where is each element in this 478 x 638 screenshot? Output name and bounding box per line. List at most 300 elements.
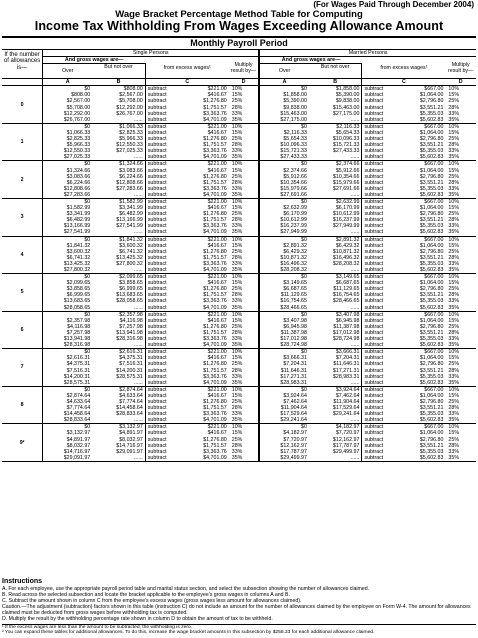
- married-not-over-cell: $9,838.00: [309, 98, 362, 104]
- married-subtract-amount: $5,355.03: [419, 411, 444, 418]
- single-subtract-label: subtract: [147, 274, 167, 281]
- married-rate-cell: 25%: [448, 98, 460, 105]
- single-subtract-amount: $3,363.76: [203, 448, 227, 455]
- single-not-over-cell: $12,808.66: [92, 180, 145, 186]
- married-not-over-cell: $6,687.65: [309, 280, 362, 286]
- single-subtract-amount: $416.67: [207, 280, 227, 287]
- married-not-over-cell: ......: [309, 305, 362, 312]
- single-not-over-cell: $14,716.97: [92, 443, 145, 449]
- single-over-cell: $14,458.64: [63, 411, 91, 418]
- married-rate-cell: 35%: [445, 305, 476, 312]
- single-not-over-header: But not over: [92, 64, 145, 79]
- married-over-cell: $5,654.33: [283, 136, 307, 143]
- married-multiply-header: Multiply result by—: [448, 61, 474, 74]
- married-not-over-cell: ......: [309, 267, 362, 274]
- single-subtract-label: subtract: [147, 424, 167, 431]
- single-subtract-amount: $1,276.80: [203, 211, 227, 218]
- married-over-cell: $0: [301, 424, 307, 431]
- married-subtract-label: subtract: [364, 448, 384, 455]
- married-not-over-cell: $4,182.97: [309, 424, 362, 431]
- married-wages-group: And gross wages are—: [259, 57, 362, 64]
- married-not-over-cell: $3,407.98: [309, 311, 362, 318]
- single-rate-cell: 33%: [229, 261, 260, 267]
- married-over-cell: $17,529.64: [280, 411, 307, 418]
- married-subtract-label: subtract: [364, 98, 384, 105]
- single-subtract-amount: $221.00: [207, 274, 227, 281]
- married-over-cell: $7,204.31: [283, 361, 307, 368]
- single-rate-cell: 15%: [229, 393, 260, 399]
- married-over-cell: $3,666.31: [283, 355, 307, 362]
- married-rate-cell: 10%: [448, 274, 460, 281]
- single-rate-cell: 25%: [229, 174, 260, 180]
- married-subtract-label: subtract: [364, 142, 384, 149]
- table-row: [2, 229, 476, 236]
- single-over-cell: $14,716.97: [63, 448, 91, 455]
- married-subtract-amount: $667.00: [424, 424, 444, 431]
- single-subtract-label: subtract: [147, 185, 167, 192]
- married-rate-cell: 15%: [448, 430, 460, 437]
- married-subtract-label: subtract: [364, 205, 384, 212]
- single-subtract-label: subtract: [147, 198, 167, 205]
- single-wages-group: And gross wages are—: [43, 57, 146, 64]
- single-over-cell: $2,874.64: [66, 392, 91, 399]
- married-over-cell: $0: [301, 349, 307, 356]
- married-not-over-cell: $7,462.64: [309, 393, 362, 399]
- single-rate-cell: 25%: [229, 211, 260, 217]
- single-rate-cell: 25%: [229, 437, 260, 443]
- single-rate-cell: 15%: [229, 168, 260, 174]
- single-rate-cell: 33%: [229, 111, 260, 117]
- single-subtract-label: subtract: [145, 229, 179, 236]
- single-subtract-label: subtract: [147, 373, 167, 380]
- married-subtract-amount: $1,064.00: [419, 355, 444, 362]
- single-over-cell: $13,683.65: [63, 298, 91, 305]
- married-rate-cell: 28%: [448, 142, 460, 149]
- married-subtract-label: subtract: [364, 298, 384, 305]
- single-subtract-amount: $1,751.57: [203, 292, 227, 299]
- single-not-over-cell: ......: [92, 117, 145, 124]
- single-over-cell: $1,841.32: [66, 242, 91, 249]
- married-rate-cell: 10%: [448, 311, 460, 318]
- married-subtract-label: subtract: [362, 267, 396, 274]
- single-subtract-amount: $3,363.76: [203, 260, 227, 267]
- married-rate-cell: 28%: [448, 442, 460, 449]
- allowance-count: 3: [2, 198, 43, 236]
- married-subtract-amount: $5,602.83: [396, 229, 446, 236]
- married-over-cell: $3,924.64: [283, 392, 307, 399]
- single-rate-cell: 25%: [229, 98, 260, 104]
- single-subtract-label: subtract: [147, 86, 167, 93]
- married-subtract-amount: $667.00: [424, 386, 444, 393]
- married-not-over-cell: ......: [309, 455, 362, 462]
- single-rate-cell: 15%: [229, 318, 260, 324]
- married-subtract-amount: $3,551.21: [419, 254, 444, 261]
- married-over-cell: $27,949.99: [259, 229, 309, 236]
- single-rate-cell: 15%: [229, 130, 260, 136]
- allowance-count: 4: [2, 236, 43, 274]
- married-subtract-amount: $5,602.83: [396, 117, 446, 124]
- married-over-cell: $28,466.65: [259, 305, 309, 312]
- married-not-over-cell: $10,354.66: [309, 174, 362, 180]
- single-not-over-cell: $3,600.32: [92, 243, 145, 249]
- single-subtract-amount: $1,751.57: [203, 329, 227, 336]
- married-over-cell: $3,149.65: [283, 280, 307, 287]
- married-subtract-amount: $1,064.00: [419, 392, 444, 399]
- single-rate-cell: 25%: [229, 136, 260, 142]
- single-over-cell: $2,099.65: [66, 280, 91, 287]
- married-subtract-label: subtract: [364, 436, 384, 443]
- single-subtract-label: subtract: [145, 117, 179, 124]
- married-subtract-label: subtract: [364, 392, 384, 399]
- table-row: [2, 386, 476, 393]
- married-subtract-label: subtract: [364, 430, 384, 437]
- single-not-over-cell: $12,550.33: [92, 142, 145, 148]
- table-row: [2, 192, 476, 199]
- single-rate-cell: 28%: [229, 217, 260, 223]
- single-subtract-amount: $1,276.80: [203, 248, 227, 255]
- single-not-over-cell: $8,032.97: [92, 437, 145, 443]
- married-not-over-header: But not over: [309, 64, 362, 79]
- single-subtract-label: subtract: [147, 260, 167, 267]
- single-subtract-label: subtract: [147, 336, 167, 343]
- single-subtract-label: subtract: [147, 317, 167, 324]
- single-not-over-cell: ......: [92, 154, 145, 161]
- married-subtract-amount: $2,796.80: [419, 398, 444, 405]
- single-subtract-amount: $1,751.57: [203, 367, 227, 374]
- married-subtract-label: subtract: [364, 223, 384, 230]
- married-subtract-amount: $2,796.80: [419, 286, 444, 293]
- single-rate-cell: 35%: [229, 305, 260, 312]
- single-subtract-amount: $4,701.09: [179, 417, 229, 424]
- single-subtract-amount: $416.67: [207, 355, 227, 362]
- single-not-over-cell: ......: [92, 380, 145, 387]
- single-subtract-amount: $4,701.09: [179, 380, 229, 387]
- single-subtract-label: subtract: [147, 110, 167, 117]
- single-rate-cell: 28%: [229, 443, 260, 449]
- married-over-cell: $2,891.32: [283, 242, 307, 249]
- married-subtract-amount: $3,551.21: [419, 405, 444, 412]
- table-row: [2, 86, 476, 93]
- single-over-cell: $1,066.33: [66, 129, 91, 136]
- married-subtract-amount: $667.00: [424, 349, 444, 356]
- married-subtract-amount: $5,355.03: [419, 185, 444, 192]
- married-not-over-cell: $15,979.66: [309, 180, 362, 186]
- single-over-cell: $8,032.97: [66, 442, 91, 449]
- single-subtract-label: subtract: [145, 305, 179, 312]
- single-rate-cell: 25%: [229, 324, 260, 330]
- married-subtract-amount: $5,355.03: [419, 223, 444, 230]
- married-subtract-label: subtract: [364, 292, 384, 299]
- married-subtract-label: subtract: [364, 129, 384, 136]
- married-rate-cell: 35%: [445, 417, 476, 424]
- single-not-over-cell: $14,200.31: [92, 368, 145, 374]
- married-subtract-amount: $3,551.21: [419, 442, 444, 449]
- married-subtract-amount: $667.00: [424, 161, 444, 168]
- single-subtract-label: subtract: [147, 280, 167, 287]
- married-rate-cell: 15%: [448, 317, 460, 324]
- married-subtract-label: subtract: [364, 349, 384, 356]
- single-not-over-cell: $27,541.99: [92, 223, 145, 229]
- married-rate-cell: 33%: [448, 373, 460, 380]
- single-over-cell: $6,741.32: [66, 254, 91, 261]
- married-subtract-amount: $1,064.00: [419, 430, 444, 437]
- instruction-a: A. For each employee, use the appropriate payroll period table and marital status section, and select the subsection showing the number of allowances claimed.: [2, 586, 370, 592]
- married-subtract-label: subtract: [364, 424, 384, 431]
- single-subtract-amount: $1,751.57: [203, 405, 227, 412]
- single-rate-cell: 33%: [229, 298, 260, 304]
- single-subtract-amount: $1,276.80: [203, 136, 227, 143]
- married-over-cell: $27,691.66: [259, 192, 309, 199]
- single-rate-cell: 28%: [229, 292, 260, 298]
- single-subtract-amount: $3,363.76: [203, 373, 227, 380]
- married-over-cell: $4,182.97: [283, 430, 307, 437]
- married-rate-cell: 28%: [448, 179, 460, 186]
- married-subtract-label: subtract: [362, 154, 396, 161]
- single-subtract-label: subtract: [147, 236, 167, 243]
- married-subtract-label: subtract: [362, 305, 396, 312]
- single-subtract-label: subtract: [147, 448, 167, 455]
- married-not-over-cell: $6,945.98: [309, 318, 362, 324]
- single-rate-cell: 28%: [229, 405, 260, 411]
- single-subtract-amount: $1,276.80: [203, 361, 227, 368]
- married-not-over-cell: ......: [309, 154, 362, 161]
- single-subtract-amount: $416.67: [207, 167, 227, 174]
- single-over-cell: $12,550.33: [63, 148, 91, 155]
- married-not-over-cell: $27,691.66: [309, 186, 362, 192]
- married-rate-cell: 28%: [448, 292, 460, 299]
- married-not-over-cell: $3,924.64: [309, 386, 362, 393]
- single-subtract-label: subtract: [147, 123, 167, 130]
- married-not-over-cell: $7,720.97: [309, 430, 362, 436]
- single-over-cell: $28,316.98: [43, 342, 93, 349]
- table-row: [2, 274, 476, 281]
- married-subtract-label: subtract: [364, 248, 384, 255]
- married-rate-cell: 15%: [448, 129, 460, 136]
- instruction-d: D. Multiply the result by the withholding percentage rate shown in column D to obtain the amount of tax to be withheld.: [2, 616, 273, 623]
- married-over-cell: $10,354.66: [280, 179, 307, 186]
- married-rate-cell: 15%: [448, 242, 460, 249]
- married-not-over-cell: ......: [309, 192, 362, 199]
- single-subtract-amount: $416.67: [207, 430, 227, 437]
- married-not-over-cell: $11,904.64: [309, 399, 362, 405]
- col-letter: D: [445, 79, 476, 86]
- single-subtract-amount: $4,701.09: [179, 455, 229, 462]
- single-subtract-amount: $3,363.76: [203, 298, 227, 305]
- married-subtract-amount: $3,551.21: [419, 292, 444, 299]
- single-rate-cell: 25%: [229, 249, 260, 255]
- married-rate-cell: 10%: [448, 236, 460, 243]
- married-rate-cell: 28%: [448, 405, 460, 412]
- single-subtract-label: subtract: [147, 411, 167, 418]
- married-subtract-amount: $3,551.21: [419, 367, 444, 374]
- withholding-table: [2, 50, 476, 462]
- married-over-cell: $29,499.97: [259, 455, 309, 462]
- married-rate-cell: 35%: [445, 192, 476, 199]
- married-subtract-label: subtract: [364, 92, 384, 99]
- single-subtract-label: subtract: [147, 167, 167, 174]
- single-subtract-label: subtract: [147, 104, 167, 111]
- married-subtract-label: subtract: [364, 317, 384, 324]
- single-over-cell: $6,482.99: [66, 217, 91, 224]
- single-not-over-cell: $2,825.33: [92, 130, 145, 136]
- single-over-cell: $2,567.00: [66, 98, 91, 105]
- single-over-cell: $0: [84, 123, 91, 130]
- married-over-cell: $11,129.65: [280, 292, 307, 299]
- married-not-over-cell: $17,271.31: [309, 368, 362, 374]
- single-excess-header: from excess wages¹: [163, 64, 211, 71]
- single-over-cell: $0: [84, 161, 91, 168]
- single-subtract-label: subtract: [147, 205, 167, 212]
- single-subtract-amount: $1,751.57: [203, 254, 227, 261]
- married-not-over-cell: $27,175.00: [309, 111, 362, 117]
- single-not-over-cell: $1,582.99: [92, 198, 145, 205]
- single-not-over-cell: ......: [92, 192, 145, 199]
- single-over-cell: $0: [84, 236, 91, 243]
- married-subtract-amount: $5,602.83: [396, 342, 446, 349]
- single-over-cell: $5,708.00: [66, 104, 91, 111]
- married-subtract-amount: $5,602.83: [396, 455, 446, 462]
- col-letter: B: [92, 79, 145, 86]
- married-subtract-label: subtract: [362, 192, 396, 199]
- married-subtract-amount: $2,796.80: [419, 211, 444, 218]
- married-over-cell: $0: [301, 86, 307, 93]
- single-rate-cell: 35%: [229, 229, 260, 236]
- single-rate-cell: 10%: [229, 161, 260, 168]
- married-rate-cell: 15%: [448, 205, 460, 212]
- married-subtract-label: subtract: [364, 198, 384, 205]
- single-rate-cell: 35%: [229, 342, 260, 349]
- married-not-over-cell: $29,241.64: [309, 411, 362, 417]
- footnote-1: ¹ If the excess wages are less than the amount to be subtracted, the withholding is zero.: [2, 624, 476, 631]
- married-subtract-label: subtract: [362, 417, 396, 424]
- married-subtract-amount: $2,796.80: [419, 136, 444, 143]
- married-rate-cell: 10%: [448, 349, 460, 356]
- single-not-over-cell: $28,316.98: [92, 336, 145, 342]
- married-subtract-label: subtract: [364, 167, 384, 174]
- married-over-cell: $28,208.32: [259, 267, 309, 274]
- single-not-over-cell: $13,166.99: [92, 217, 145, 223]
- married-not-over-cell: $16,754.65: [309, 292, 362, 298]
- col-letter: B: [309, 79, 362, 86]
- single-rate-cell: 35%: [229, 267, 260, 274]
- single-rate-cell: 15%: [229, 430, 260, 436]
- col-letter: C: [145, 79, 228, 86]
- married-rate-cell: 10%: [448, 424, 460, 431]
- single-rate-cell: 33%: [229, 336, 260, 342]
- single-over-cell: $0: [84, 274, 91, 281]
- col-letter: D: [229, 79, 260, 86]
- married-subtract-label: subtract: [364, 411, 384, 418]
- single-rate-cell: 10%: [229, 86, 260, 93]
- single-subtract-amount: $416.67: [207, 129, 227, 136]
- married-over-cell: $9,838.00: [283, 104, 307, 111]
- single-subtract-amount: $221.00: [207, 161, 227, 168]
- single-not-over-cell: $28,833.64: [92, 411, 145, 417]
- married-over-cell: $27,175.00: [259, 117, 309, 124]
- married-not-over-cell: $15,463.00: [309, 105, 362, 111]
- married-not-over-cell: $10,096.33: [309, 136, 362, 142]
- single-rate-cell: 35%: [229, 192, 260, 199]
- married-over-cell: $0: [301, 386, 307, 393]
- single-over-cell: $0: [84, 386, 91, 393]
- single-subtract-label: subtract: [147, 436, 167, 443]
- single-not-over-cell: $2,357.98: [92, 311, 145, 318]
- single-subtract-label: subtract: [147, 442, 167, 449]
- single-subtract-amount: $1,751.57: [203, 179, 227, 186]
- married-subtract-label: subtract: [364, 254, 384, 261]
- single-not-over-cell: ......: [92, 455, 145, 462]
- single-rate-cell: 35%: [229, 455, 260, 462]
- married-subtract-amount: $1,064.00: [419, 280, 444, 287]
- single-not-over-cell: $7,257.98: [92, 324, 145, 330]
- single-over-cell: $6,999.65: [66, 292, 91, 299]
- single-subtract-label: subtract: [147, 223, 167, 230]
- married-rate-cell: 25%: [448, 248, 460, 255]
- married-rate-cell: 35%: [445, 342, 476, 349]
- married-subtract-label: subtract: [364, 336, 384, 343]
- single-not-over-cell: $14,458.64: [92, 405, 145, 411]
- single-over-cell: $7,257.98: [66, 329, 91, 336]
- table-body: [2, 86, 476, 462]
- married-subtract-amount: $3,551.21: [419, 104, 444, 111]
- single-not-over-cell: $29,091.97: [92, 449, 145, 455]
- married-not-over-cell: $2,374.66: [309, 161, 362, 168]
- title-line-2: Income Tax Withholding From Wages Exceeding Allowance Amount: [34, 19, 444, 33]
- married-not-over-cell: $3,149.65: [309, 274, 362, 281]
- married-subtract-amount: $5,355.03: [419, 448, 444, 455]
- allowance-count: 8: [2, 386, 43, 424]
- col-letter: A: [259, 79, 309, 86]
- married-rate-cell: 28%: [448, 254, 460, 261]
- married-subtract-label: subtract: [364, 179, 384, 186]
- married-not-over-cell: $10,871.32: [309, 249, 362, 255]
- single-not-over-cell: $6,999.65: [92, 286, 145, 292]
- single-not-over-cell: $1,841.32: [92, 236, 145, 243]
- single-over-cell: $0: [84, 198, 91, 205]
- married-subtract-label: subtract: [364, 361, 384, 368]
- single-not-over-cell: $4,116.98: [92, 318, 145, 324]
- married-subtract-label: subtract: [364, 161, 384, 168]
- single-rate-cell: 10%: [229, 236, 260, 243]
- married-not-over-cell: ......: [309, 380, 362, 387]
- table-row: [2, 417, 476, 424]
- married-not-over-cell: $15,721.33: [309, 142, 362, 148]
- married-rate-cell: 35%: [445, 380, 476, 387]
- married-not-over-cell: $7,204.31: [309, 355, 362, 361]
- single-subtract-label: subtract: [145, 154, 179, 161]
- single-subtract-amount: $221.00: [207, 198, 227, 205]
- single-rate-cell: 10%: [229, 198, 260, 205]
- married-over-cell: $16,237.99: [280, 223, 307, 230]
- married-rate-cell: 35%: [445, 154, 476, 161]
- single-over-cell: $1,582.99: [66, 205, 91, 212]
- single-over-cell: $26,767.00: [43, 117, 93, 124]
- single-subtract-label: subtract: [147, 254, 167, 261]
- married-subtract-label: subtract: [364, 260, 384, 267]
- married-subtract-label: subtract: [364, 367, 384, 374]
- single-not-over-cell: $2,099.65: [92, 274, 145, 281]
- married-subtract-amount: $5,355.03: [419, 260, 444, 267]
- allowance-count: 9²: [2, 424, 43, 462]
- married-subtract-amount: $1,064.00: [419, 129, 444, 136]
- single-not-over-cell: $2,616.31: [92, 349, 145, 356]
- single-not-over-cell: $3,083.66: [92, 168, 145, 174]
- period-note: (For Wages Paid Through December 2004): [313, 0, 474, 9]
- married-subtract-label: subtract: [364, 323, 384, 330]
- married-not-over-cell: $16,496.32: [309, 255, 362, 261]
- married-subtract-amount: $5,355.03: [419, 373, 444, 380]
- caution-note: Caution.—The adjustment (subtraction) factors shown in this table (instruction C) do not include an amount for the number of allowances claimed by the employee on Form W-4. The amount for allowances claimed must be deducted from gross wages before withholding tax is computed.: [2, 604, 471, 617]
